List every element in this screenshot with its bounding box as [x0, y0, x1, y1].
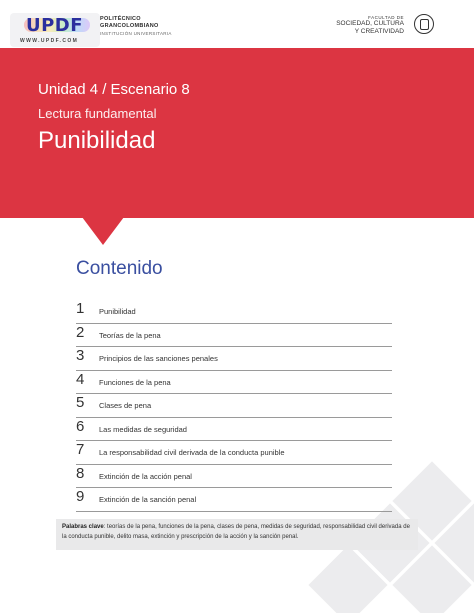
- toc-number: 7: [76, 441, 85, 458]
- toc-number: 5: [76, 394, 85, 411]
- toc-number: 2: [76, 323, 85, 341]
- faculty-emblem-icon: [414, 14, 434, 34]
- toc-label: Principios de las sanciones penales: [99, 354, 218, 363]
- institution-line1: POLITÉCNICO: [100, 16, 141, 22]
- toc-number: 6: [76, 417, 85, 435]
- toc-label: Clases de pena: [99, 401, 152, 410]
- faculty-name: [336, 15, 404, 35]
- toc-label: Punibilidad: [99, 307, 136, 316]
- institution-line2: GRANCOLOMBIANO: [100, 23, 159, 29]
- toc-item[interactable]: [76, 488, 392, 512]
- unit-label: Unidad 4 / Escenario 8: [38, 81, 190, 98]
- updf-logo: UPDF: [26, 15, 84, 36]
- faculty-kicker: FACULTAD DE: [368, 15, 404, 20]
- toc-item[interactable]: [76, 418, 392, 442]
- table-of-contents: [76, 300, 392, 512]
- toc-label: Teorías de la pena: [99, 330, 161, 340]
- toc-item[interactable]: [76, 324, 392, 348]
- toc-label: Extinción de la sanción penal: [99, 495, 197, 504]
- toc-number: 8: [76, 464, 85, 482]
- toc-item[interactable]: [76, 465, 392, 489]
- page-header: [0, 0, 474, 48]
- toc-item[interactable]: [76, 300, 392, 324]
- toc-number: 3: [76, 347, 85, 364]
- institution-name: [100, 16, 172, 37]
- keywords-box: [56, 519, 418, 550]
- toc-label: Funciones de la pena: [99, 377, 171, 387]
- keywords-text: : teorías de la pena, funciones de la pena, clases de pena, medidas de seguridad, responsabilidad civil derivada de la conducta punible, delito masa, extinción y prescripción de la acción y la sanción penal.: [62, 524, 410, 540]
- toc-item[interactable]: [76, 371, 392, 395]
- keywords-label: Palabras clave: [62, 524, 104, 530]
- toc-label: Extinción de la acción penal: [99, 471, 192, 481]
- toc-item[interactable]: [76, 441, 392, 465]
- toc-number: 1: [76, 300, 85, 317]
- toc-label: La responsabilidad civil derivada de la conducta punible: [99, 448, 285, 457]
- toc-number: 4: [76, 370, 85, 388]
- toc-label: Las medidas de seguridad: [99, 424, 187, 434]
- faculty-line1: SOCIEDAD, CULTURA: [336, 20, 404, 27]
- banner-pointer: [82, 217, 124, 245]
- faculty-line2: Y CREATIVIDAD: [354, 27, 404, 35]
- toc-item[interactable]: [76, 347, 392, 371]
- institution-line3: INSTITUCIÓN UNIVERSITARIA: [100, 31, 172, 36]
- contents-heading: Contenido: [76, 258, 163, 279]
- reading-type: Lectura fundamental: [38, 106, 157, 121]
- page-title: Punibilidad: [38, 127, 156, 154]
- updf-url: WWW.UPDF.COM: [20, 38, 79, 44]
- toc-item[interactable]: [76, 394, 392, 418]
- toc-number: 9: [76, 488, 85, 505]
